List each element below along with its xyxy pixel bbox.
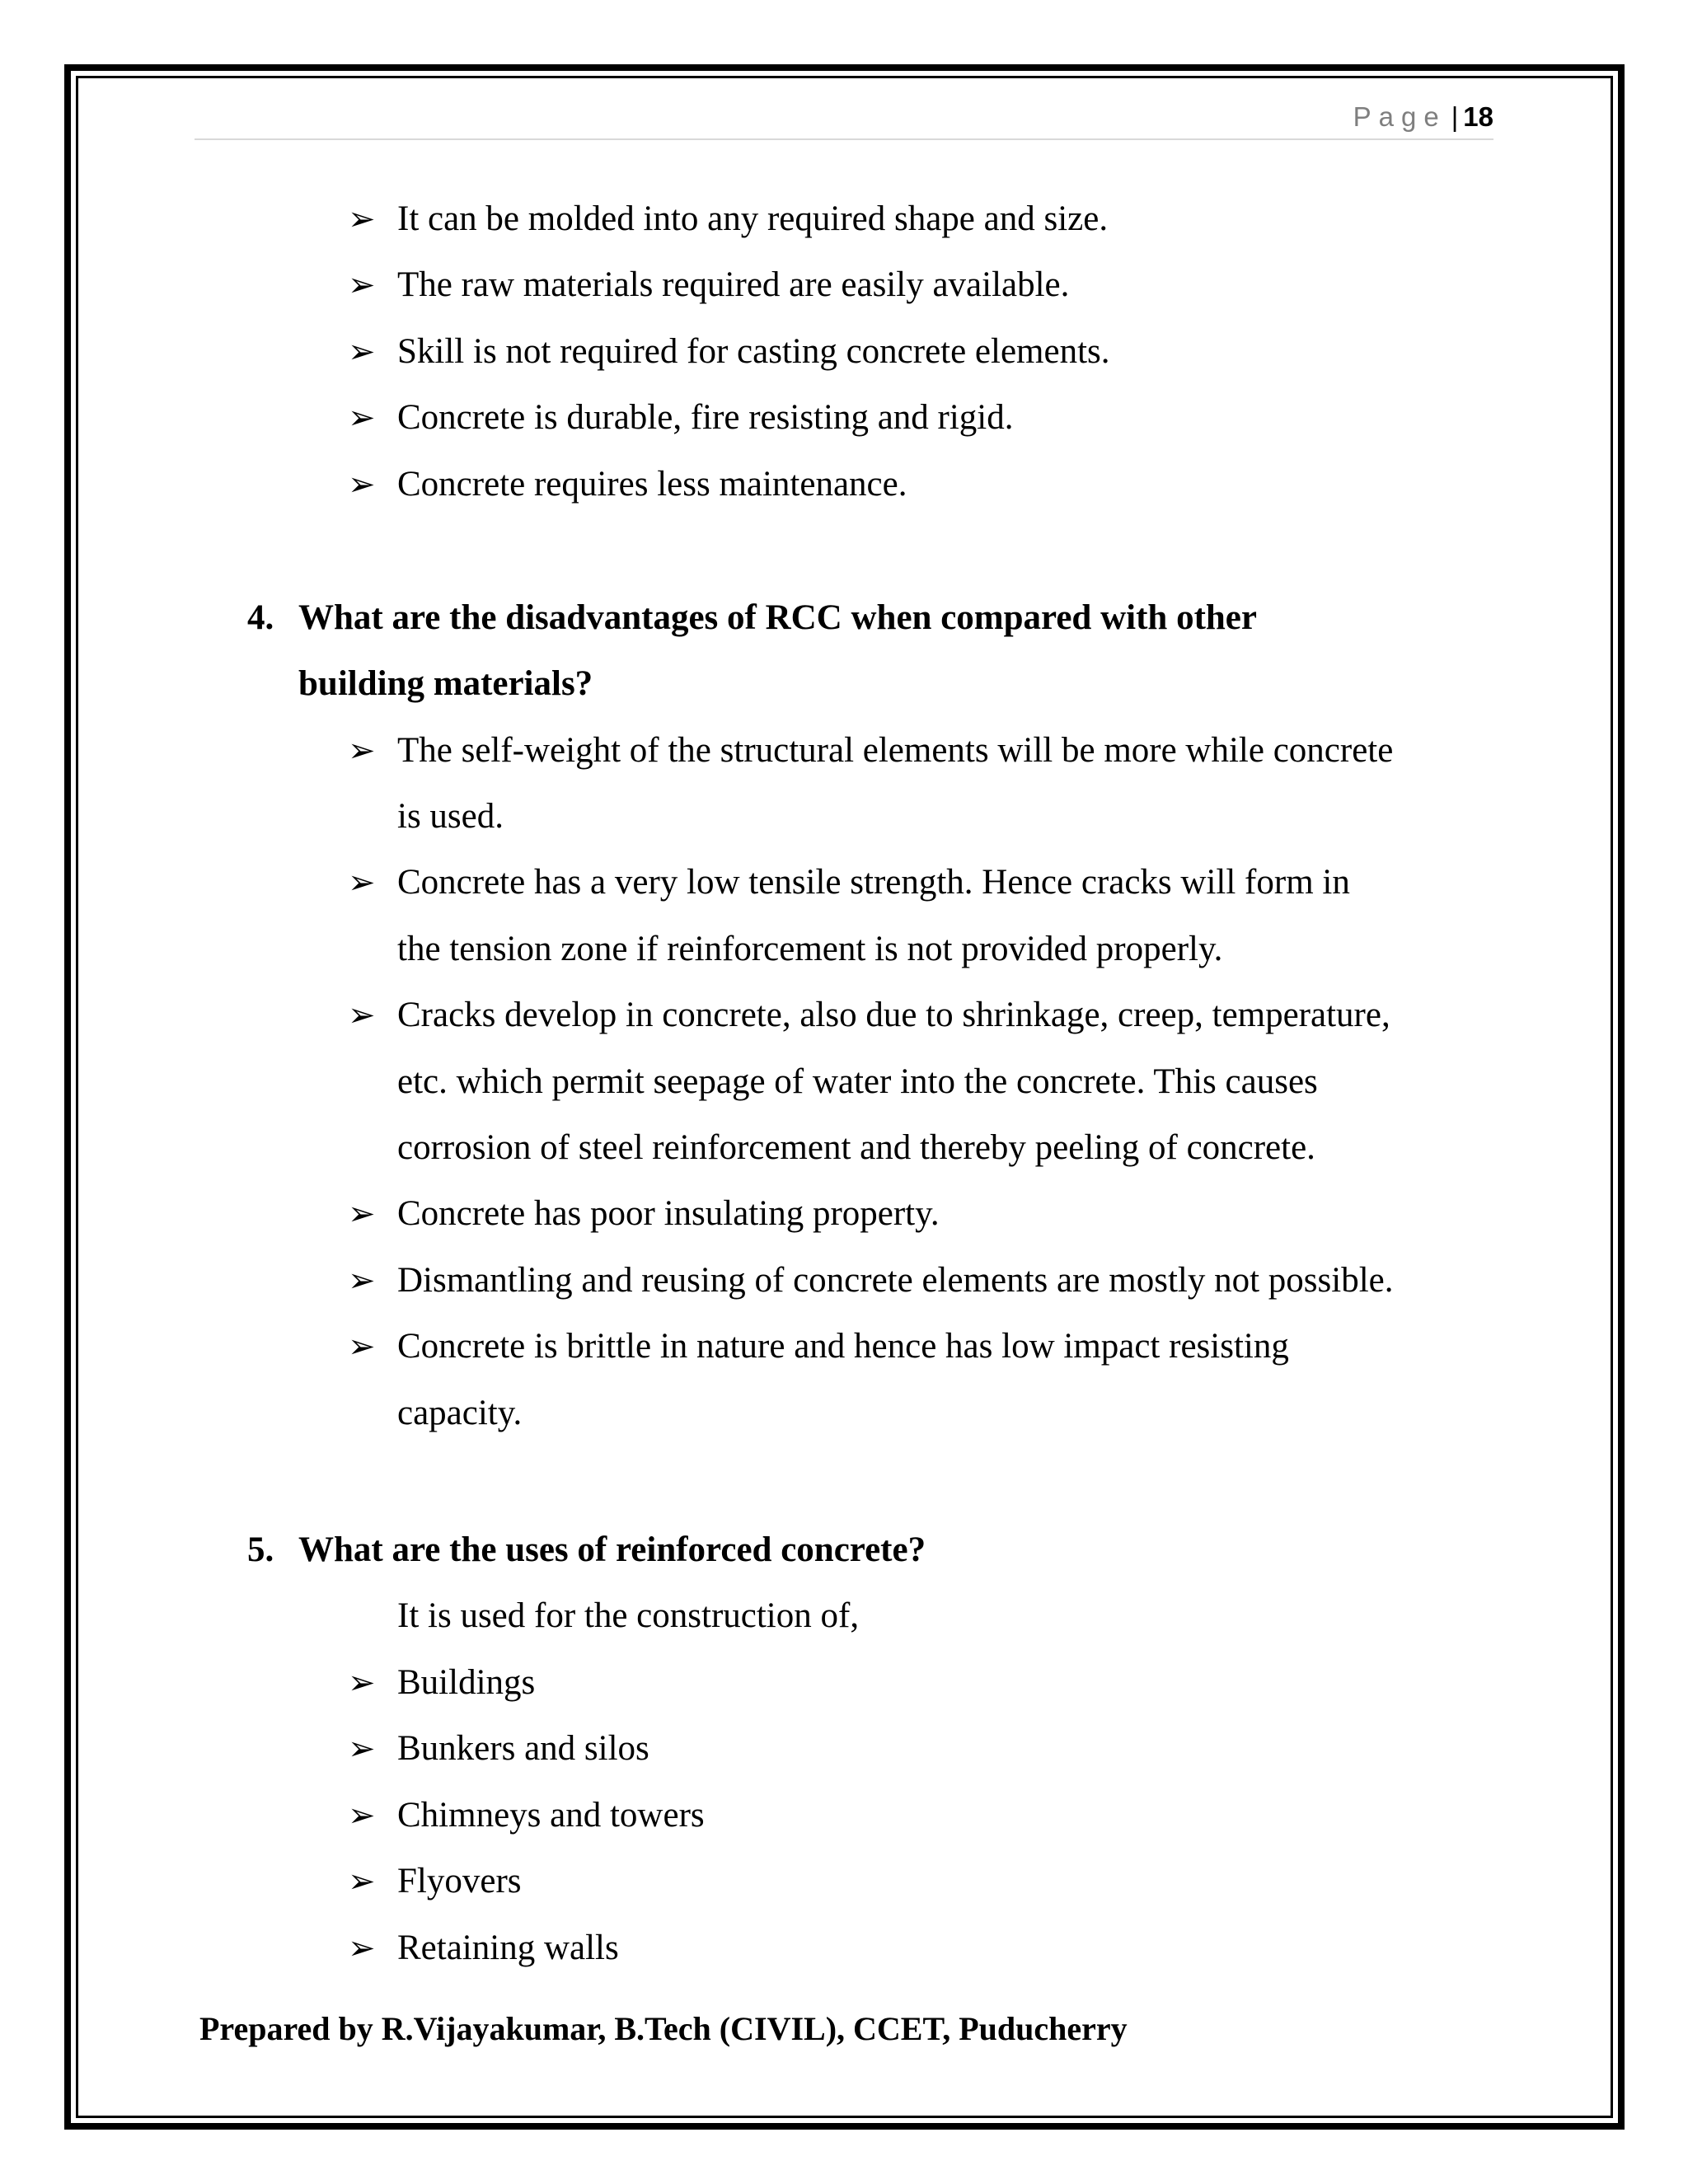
arrow-bullet-icon: ➢: [348, 200, 376, 238]
list-item-text: the tension zone if reinforcement is not provided properly.: [397, 930, 1223, 968]
arrow-bullet-icon: ➢: [348, 996, 376, 1034]
arrow-bullet-icon: ➢: [348, 1730, 376, 1768]
list-item-text: Flyovers: [397, 1862, 522, 1900]
list-item-text: Skill is not required for casting concrete elements.: [397, 332, 1110, 371]
list-item-text: Retaining walls: [397, 1929, 619, 1967]
arrow-bullet-icon: ➢: [348, 266, 376, 304]
list-item-text: Concrete is durable, fire resisting and rigid.: [397, 398, 1014, 437]
question-title-line-1: What are the disadvantages of RCC when compared with other: [298, 598, 1257, 637]
arrow-bullet-icon: ➢: [348, 333, 376, 371]
list-item-text: Concrete has a very low tensile strength. Hence cracks will form in: [397, 863, 1350, 902]
list-item-text: is used.: [397, 797, 504, 836]
list-item-text: corrosion of steel reinforcement and thereby peeling of concrete.: [397, 1128, 1315, 1167]
list-item-text: capacity.: [397, 1394, 523, 1432]
arrow-bullet-icon: ➢: [348, 1929, 376, 1967]
list-item-text: Concrete has poor insulating property.: [397, 1194, 940, 1233]
arrow-bullet-icon: ➢: [348, 864, 376, 902]
arrow-bullet-icon: ➢: [348, 1328, 376, 1366]
arrow-bullet-icon: ➢: [348, 466, 376, 504]
list-item-text: Dismantling and reusing of concrete elements are mostly not possible.: [397, 1261, 1394, 1300]
arrow-bullet-icon: ➢: [348, 1863, 376, 1900]
page-word: Page: [1353, 101, 1447, 132]
question-intro: It is used for the construction of,: [397, 1596, 860, 1635]
arrow-bullet-icon: ➢: [348, 1664, 376, 1702]
page-header: [195, 97, 1493, 140]
question-number: 5.: [247, 1530, 274, 1569]
list-item-text: It can be molded into any required shape and size.: [397, 199, 1109, 238]
page-number: 18: [1463, 101, 1493, 132]
page-separator: |: [1451, 101, 1459, 132]
arrow-bullet-icon: ➢: [348, 399, 376, 437]
list-item-text: Cracks develop in concrete, also due to shrinkage, creep, temperature,: [397, 996, 1390, 1034]
arrow-bullet-icon: ➢: [348, 732, 376, 770]
page-footer: Prepared by R.Vijayakumar, B.Tech (CIVIL), CCET, Puducherry: [199, 2010, 1128, 2047]
arrow-bullet-icon: ➢: [348, 1262, 376, 1300]
list-item-text: The self-weight of the structural elements will be more while concrete: [397, 731, 1394, 770]
list-item-text: Bunkers and silos: [397, 1729, 649, 1768]
list-item-text: The raw materials required are easily available.: [397, 265, 1070, 304]
list-item-text: Concrete is brittle in nature and hence has low impact resisting: [397, 1327, 1289, 1366]
question-number: 4.: [247, 598, 274, 637]
page-number-label: [1353, 101, 1493, 134]
arrow-bullet-icon: ➢: [348, 1195, 376, 1233]
question-title: What are the uses of reinforced concrete?: [298, 1530, 926, 1569]
arrow-bullet-icon: ➢: [348, 1797, 376, 1835]
list-item-text: Concrete requires less maintenance.: [397, 465, 907, 504]
list-item-text: etc. which permit seepage of water into the concrete. This causes: [397, 1062, 1318, 1101]
list-item-text: Chimneys and towers: [397, 1796, 705, 1835]
question-title-line-2: building materials?: [298, 664, 593, 703]
list-item-text: Buildings: [397, 1663, 536, 1702]
